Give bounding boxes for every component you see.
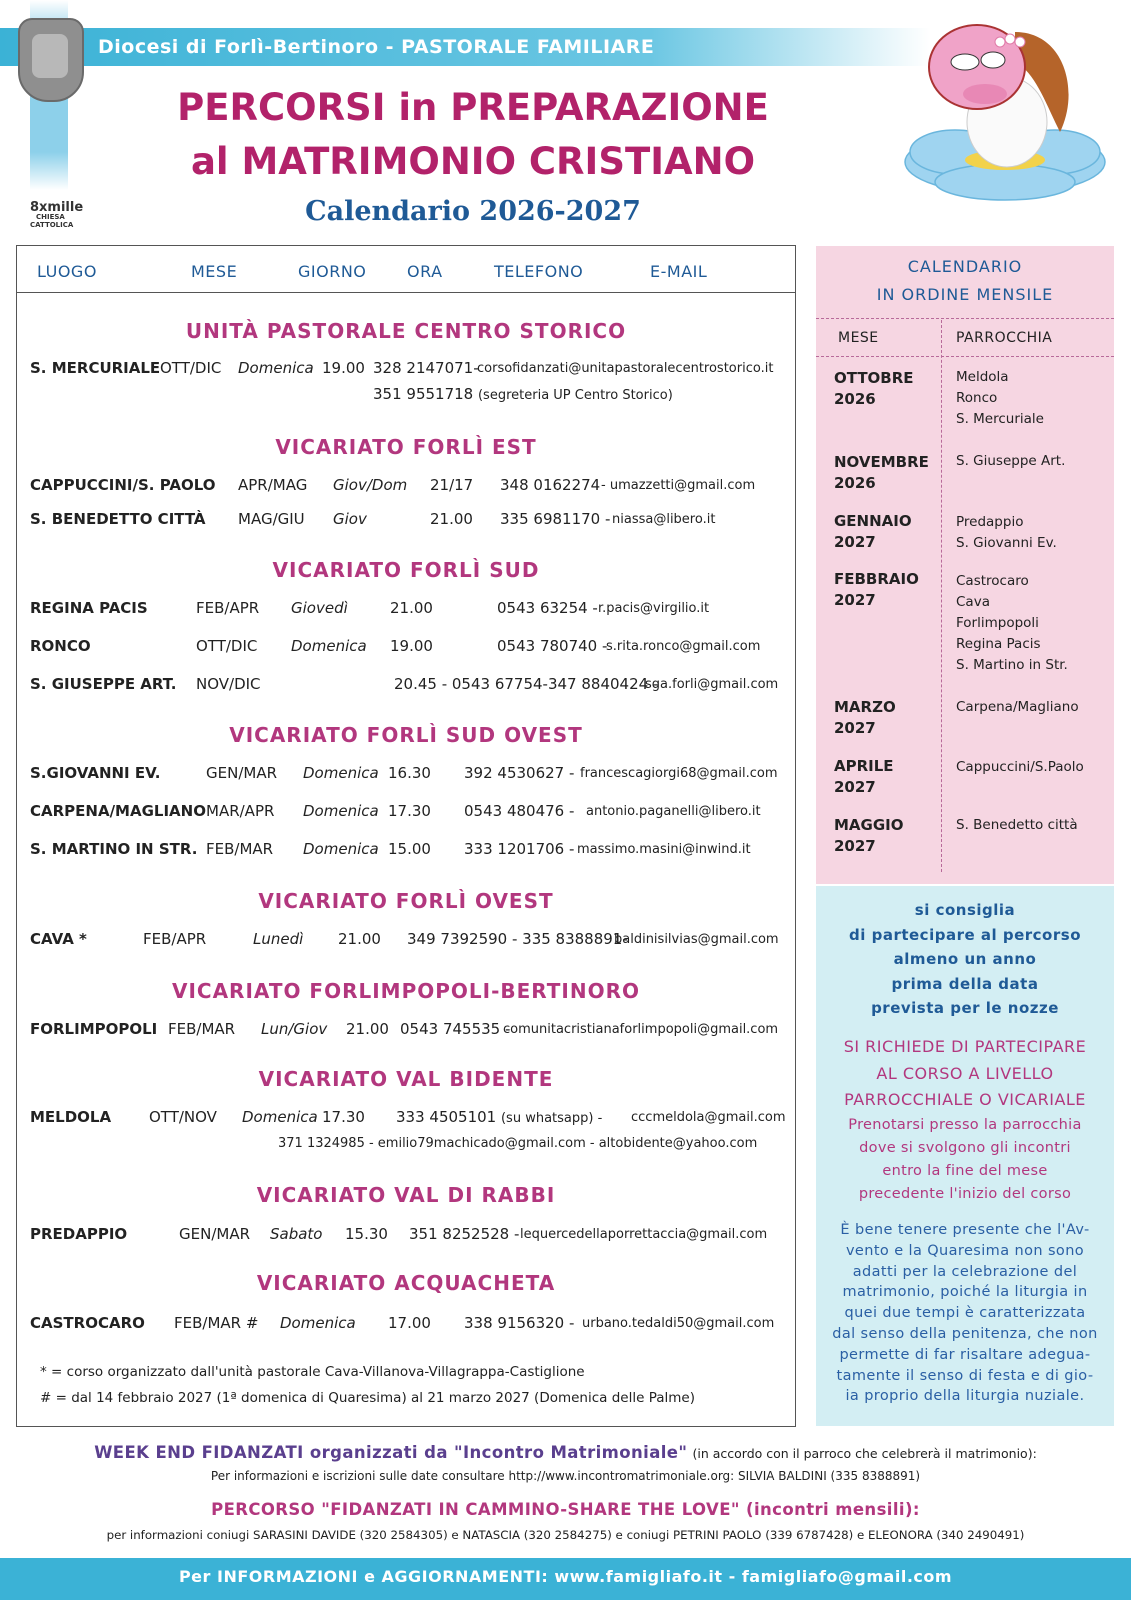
calendar-month: MARZO 2027 (834, 698, 896, 737)
cell-ora: 21.00 (430, 510, 473, 528)
cell-mese: NOV/DIC (196, 675, 261, 693)
note-hash: # = dal 14 febbraio 2027 (1ª domenica di Quaresima) al 21 marzo 2027 (Domenica delle Palme) (40, 1390, 695, 1406)
cell-email[interactable]: cccmeldola@gmail.com (631, 1110, 786, 1125)
col-header-email: E-MAIL (650, 262, 708, 281)
cell-ora: 16.30 (388, 764, 431, 782)
courses-table-box (16, 245, 796, 1427)
cell-luogo: S. GIUSEPPE ART. (30, 675, 177, 693)
cell-ora: 15.30 (345, 1225, 388, 1243)
cell-telefono: 348 0162274 (500, 476, 601, 494)
col-header-giorno: GIORNO (298, 262, 367, 281)
cell-telefono: 0543 745535 - (400, 1020, 511, 1038)
cammino-title: PERCORSO "FIDANZATI IN CAMMINO-SHARE THE LOVE" (incontri mensili): (211, 1500, 920, 1519)
otto-logo-sub1: CHIESA (36, 213, 65, 221)
footer-contact[interactable]: Per INFORMAZIONI e AGGIORNAMENTI: www.famigliafo.it - famigliafo@gmail.com (178, 1567, 953, 1586)
cell-email[interactable]: massimo.masini@inwind.it (577, 842, 751, 857)
calendar-month: FEBBRAIO 2027 (834, 570, 919, 609)
cell-mese: OTT/DIC (196, 637, 258, 655)
cell-giorno: Giov (333, 510, 367, 528)
cell-giorno: Sabato (270, 1225, 323, 1243)
cell-mese: MAG/GIU (238, 510, 305, 528)
calendar-column-divider (941, 320, 942, 872)
calendar-title-1: CALENDARIO (907, 257, 1023, 276)
calendar-parishes: S. Giuseppe Art. (956, 453, 1066, 469)
cell-telefono: 335 6981170 - (500, 510, 611, 528)
cell-ora: 19.00 (390, 637, 433, 655)
cell-ora: 21.00 (346, 1020, 389, 1038)
cell-mese: APR/MAG (238, 476, 308, 494)
cell-mese: FEB/MAR # (174, 1314, 259, 1332)
calendar-parishes: Carpena/Magliano (956, 699, 1079, 715)
calendar-col-mese: MESE (838, 330, 879, 346)
cell-email[interactable]: urbano.tedaldi50@gmail.com (582, 1316, 775, 1331)
section-title-rabbi: VICARIATO VAL DI RABBI (256, 1183, 556, 1207)
cell-mese: GEN/MAR (179, 1225, 251, 1243)
cell-giorno: Lunedì (253, 930, 304, 948)
header-band-text: Diocesi di Forlì-Bertinoro - PASTORALE FAMILIARE (98, 36, 655, 58)
section-title-forlimpopoli: VICARIATO FORLIMPOPOLI-BERTINORO (171, 979, 641, 1003)
cell-telefono-2: 371 1324985 - emilio79machicado@gmail.com - altobidente@yahoo.com (278, 1136, 758, 1151)
cell-luogo: CAVA * (30, 930, 87, 948)
cell-luogo: FORLIMPOPOLI (30, 1020, 158, 1038)
cell-mese: OTT/DIC (160, 359, 222, 377)
calendar-parishes: Castrocaro Cava Forlimpopoli Regina Pacis S. Martino in Str. (956, 573, 1068, 673)
cell-luogo: RONCO (30, 637, 91, 655)
calendar-parishes: Meldola Ronco S. Mercuriale (956, 369, 1044, 427)
cell-ora: 21.00 (338, 930, 381, 948)
cell-mese: MAR/APR (206, 802, 275, 820)
weekend-note: (in accordo con il parroco che celebrerà il matrimonio): (692, 1446, 1037, 1461)
cell-giorno: Domenica (280, 1314, 356, 1332)
otto-logo-text: 8xmille (30, 200, 84, 215)
cell-ora: 15.00 (388, 840, 431, 858)
calendar-month: OTTOBRE 2026 (834, 369, 914, 408)
advice-liturgy-note: È bene tenere presente che l'Av- vento e la Quaresima non sono adatti per la celebrazione del matrimonio, poiché la liturgia in quei due tempi è caratterizzata dal senso della penitenza, che non permette di far risaltare adegua- tamente il senso di festa e di gio- ia proprio della liturgia nuziale. (832, 1222, 1098, 1405)
col-header-luogo: LUOGO (37, 262, 97, 281)
calendar-divider (816, 356, 1114, 357)
calendar-col-parrocchia: PARROCCHIA (956, 330, 1053, 346)
cell-email[interactable]: comunitacristianaforlimpopoli@gmail.com (503, 1022, 779, 1037)
cell-ora: 17.00 (388, 1314, 431, 1332)
weekend-line (0, 1443, 1131, 1462)
page-title-line2: al MATRIMONIO CRISTIANO (190, 140, 756, 183)
cell-luogo: PREDAPPIO (30, 1225, 128, 1243)
cell-luogo: CASTROCARO (30, 1314, 145, 1332)
cell-giorno: Domenica (303, 764, 379, 782)
calendar-divider (816, 318, 1114, 319)
cell-giorno: Lun/Giov (261, 1020, 328, 1038)
cell-giorno: Domenica (303, 840, 379, 858)
calendar-month: MAGGIO 2027 (834, 816, 904, 855)
section-title-est: VICARIATO FORLÌ EST (275, 435, 537, 459)
section-title-bidente: VICARIATO VAL BIDENTE (258, 1067, 554, 1091)
weekend-title: WEEK END FIDANZATI organizzati da "Incontro Matrimoniale" (94, 1443, 688, 1462)
cell-luogo: S.GIOVANNI EV. (30, 764, 161, 782)
cell-giorno: Domenica (242, 1108, 318, 1126)
cell-telefono: 351 8252528 - (409, 1225, 520, 1243)
cell-email[interactable]: francescagiorgi68@gmail.com (580, 766, 778, 781)
cell-telefono: 328 2147071- (373, 359, 479, 377)
cell-ora: 21.00 (390, 599, 433, 617)
cell-email[interactable]: sga.forli@gmail.com (645, 677, 779, 692)
cell-mese: OTT/NOV (149, 1108, 217, 1126)
cell-mese: FEB/MAR (206, 840, 274, 858)
advice-recommend: si consiglia di partecipare al percorso almeno un anno prima della data prevista per le nozze (848, 901, 1081, 1017)
cell-telefono-2: 351 9551718 (segreteria UP Centro Storico) (373, 385, 673, 403)
cell-telefono: 333 4505101 (su whatsapp) - (396, 1108, 603, 1126)
cell-giorno: Domenica (303, 802, 379, 820)
cell-luogo: MELDOLA (30, 1108, 112, 1126)
section-title-sudovest: VICARIATO FORLÌ SUD OVEST (229, 723, 583, 747)
advice-requirement: SI RICHIEDE DI PARTECIPARE AL CORSO A LIVELLO PARROCCHIALE O VICARIALE (843, 1037, 1087, 1109)
calendar-month: APRILE 2027 (834, 757, 894, 796)
cell-email[interactable]: r.pacis@virgilio.it (598, 601, 710, 616)
weekend-info: Per informazioni e iscrizioni sulle date consultare http://www.incontromatrimoniale.org: SILVIA BALDINI (335 8388891) (210, 1469, 921, 1483)
cammino-info: per informazioni coniugi SARASINI DAVIDE (320 2584305) e NATASCIA (320 2584275) e coniugi PETRINI PAOLO (339 6787428) e ELEONORA (340 2490491) (106, 1528, 1025, 1542)
cell-email[interactable]: - umazzetti@gmail.com (601, 478, 756, 493)
advice-booking: Prenotarsi presso la parrocchia dove si svolgono gli incontri entro la fine del mese precedente l'inizio del corso (848, 1117, 1082, 1202)
cell-email[interactable]: corsofidanzati@unitapastoralecentrostorico.it (477, 361, 774, 376)
cell-luogo: REGINA PACIS (30, 599, 148, 617)
calendar-month: GENNAIO 2027 (834, 512, 912, 551)
cell-giorno: Domenica (291, 637, 367, 655)
cell-mese: FEB/MAR (168, 1020, 236, 1038)
cell-telefono: 333 1201706 - (464, 840, 575, 858)
cell-ora: 21/17 (430, 476, 474, 494)
cell-email[interactable]: lequercedellaporrettaccia@gmail.com (520, 1227, 768, 1242)
cell-ora-telefono: 20.45 - 0543 67754-347 8840424 - (394, 675, 659, 693)
cell-mese: FEB/APR (143, 930, 207, 948)
cell-telefono: 392 4530627 - (464, 764, 575, 782)
cell-telefono: 338 9156320 - (464, 1314, 575, 1332)
col-header-ora: ORA (407, 262, 443, 281)
page-subtitle: Calendario 2026-2027 (305, 196, 641, 227)
cell-telefono: 0543 780740 - (497, 637, 608, 655)
section-title-centro: UNITÀ PASTORALE CENTRO STORICO (185, 319, 627, 343)
section-title-acquacheta: VICARIATO ACQUACHETA (256, 1271, 556, 1295)
calendar-parishes: Cappuccini/S.Paolo (956, 759, 1084, 775)
cell-luogo: CAPPUCCINI/S. PAOLO (30, 476, 216, 494)
cell-giorno: Domenica (238, 359, 314, 377)
cell-ora: 17.30 (322, 1108, 365, 1126)
cell-email[interactable]: niassa@libero.it (612, 512, 716, 527)
cell-email[interactable]: s.rita.ronco@gmail.com (606, 639, 761, 654)
note-star: * = corso organizzato dall'unità pastorale Cava-Villanova-Villagrappa-Castiglione (40, 1364, 585, 1380)
cell-luogo: S. MARTINO IN STR. (30, 840, 198, 858)
cell-giorno: Giovedì (291, 599, 348, 617)
cell-email[interactable]: antonio.paganelli@libero.it (586, 804, 761, 819)
cell-luogo: S. BENEDETTO CITTÀ (30, 510, 206, 528)
page-title-line1: PERCORSI in PREPARAZIONE (177, 86, 769, 129)
col-header-mese: MESE (191, 262, 238, 281)
cell-email[interactable]: baldinisilvias@gmail.com (614, 932, 779, 947)
calendar-title-2: IN ORDINE MENSILE (876, 285, 1054, 304)
cell-ora: 19.00 (322, 359, 365, 377)
cell-telefono: 0543 63254 - (497, 599, 598, 617)
calendar-parishes: Predappio S. Giovanni Ev. (956, 514, 1057, 551)
otto-logo-sub2: CATTOLICA (30, 221, 74, 229)
bride-mascot-icon (895, 12, 1115, 202)
table-row: S. MERCURIALE (30, 359, 161, 377)
cell-telefono: 349 7392590 - 335 8388891- (407, 930, 628, 948)
section-title-sud: VICARIATO FORLÌ SUD (272, 558, 540, 582)
cell-mese: FEB/APR (196, 599, 260, 617)
section-title-ovest: VICARIATO FORLÌ OVEST (258, 889, 554, 913)
calendar-parishes: S. Benedetto città (956, 817, 1078, 833)
cell-mese: GEN/MAR (206, 764, 278, 782)
calendar-month: NOVEMBRE 2026 (834, 453, 929, 492)
cell-luogo: CARPENA/MAGLIANO (30, 802, 206, 820)
cell-telefono: 0543 480476 - (464, 802, 575, 820)
col-header-telefono: TELEFONO (494, 262, 584, 281)
cell-ora: 17.30 (388, 802, 431, 820)
cell-giorno: Giov/Dom (333, 476, 408, 494)
